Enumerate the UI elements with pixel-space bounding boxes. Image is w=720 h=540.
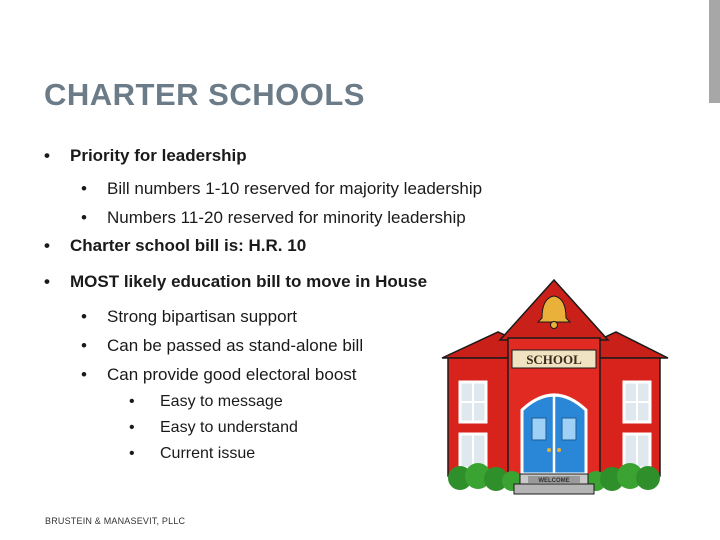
bullet-text: Current issue (160, 445, 256, 462)
bullet-text: Priority for leadership (70, 146, 247, 165)
bullet-dot: • (44, 146, 50, 165)
bullet-dot: • (44, 272, 50, 291)
bullet-dot: • (81, 365, 87, 384)
school-sign-text: SCHOOL (526, 352, 582, 367)
bullet-text: Strong bipartisan support (107, 307, 297, 326)
scrollbar[interactable] (709, 0, 720, 103)
bullet-dot: • (81, 307, 87, 326)
window (624, 382, 650, 422)
bullet-text: Easy to understand (160, 419, 298, 436)
bullet-dot: • (44, 236, 50, 255)
bullet-dot: • (81, 336, 87, 355)
window (460, 434, 486, 468)
bullet-text: Can provide good electoral boost (107, 365, 357, 384)
bullet-text: Easy to message (160, 393, 283, 410)
welcome-mat-text: WELCOME (538, 478, 570, 484)
bullet-text: Charter school bill is: H.R. 10 (70, 236, 307, 255)
bullet-dot: • (129, 445, 135, 462)
bullet-dot: • (81, 179, 87, 198)
bullet-dot: • (129, 393, 135, 410)
window (624, 434, 650, 468)
bullet-text: Can be passed as stand-alone bill (107, 336, 364, 355)
step (514, 484, 594, 494)
window (460, 382, 486, 422)
bullet-text: Bill numbers 1-10 reserved for majority leadership (107, 179, 483, 198)
bullet-text: Numbers 11-20 reserved for minority leadership (107, 208, 466, 227)
bullet-dot: • (81, 208, 87, 227)
bullet-dot: • (129, 419, 135, 436)
schoolhouse-illustration (438, 270, 670, 502)
slide-title: CHARTER SCHOOLS (44, 77, 365, 112)
footer-text: BRUSTEIN & MANASEVIT, PLLC (45, 516, 186, 526)
bullet-text: MOST likely education bill to move in House (70, 272, 428, 291)
